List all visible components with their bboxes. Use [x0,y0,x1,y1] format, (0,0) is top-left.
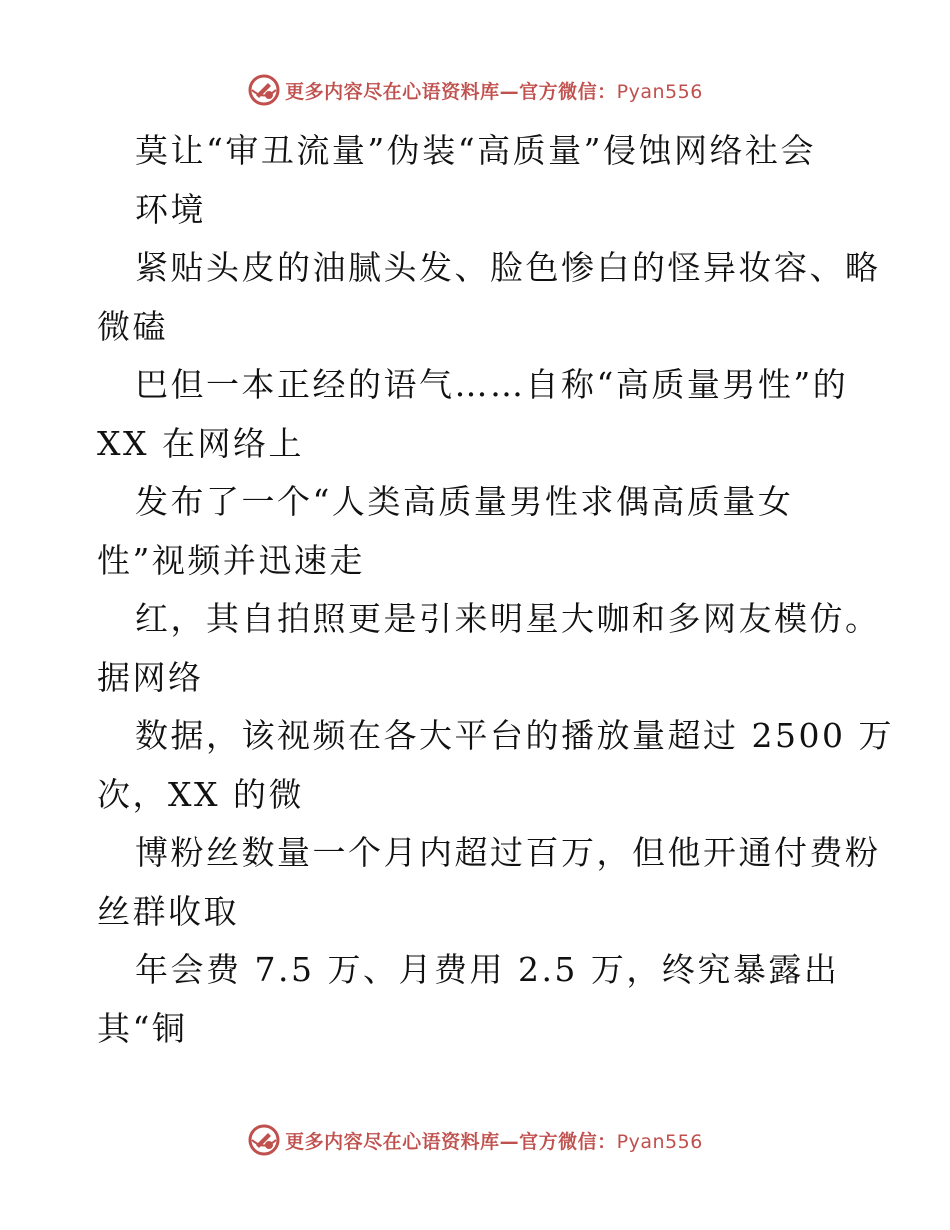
watermark-text [285,1127,703,1154]
body-line: 莫让“审丑流量”伪装“高质量”侵蚀网络社会 [135,131,816,170]
watermark-wechat-id: Pyan556 [616,1130,703,1153]
body-line: 次，XX 的微 [97,774,304,814]
watermark-label: 更多内容尽在心语资料库—官方微信： [285,80,617,103]
body-line: 发布了一个“人类高质量男性求偶高质量女 [135,482,794,521]
watermark-text [285,77,703,104]
red-star-seal-icon [247,1123,281,1157]
watermark-label: 更多内容尽在心语资料库—官方微信： [285,1130,617,1153]
header-watermark [0,70,950,110]
body-line: 紧贴头皮的油腻头发、脸色惨白的怪异妆容、略 [135,248,881,287]
body-line: 博粉丝数量一个月内超过百万，但他开通付费粉 [135,833,881,872]
body-line: 红，其自拍照更是引来明星大咖和多网友模仿。 [135,599,881,638]
body-line: 微磕 [97,306,168,346]
footer-watermark [0,1120,950,1160]
body-line: XX 在网络上 [97,423,304,463]
body-line: 据网络 [97,657,204,697]
body-line: 巴但一本正经的语气……自称“高质量男性”的 [135,365,849,404]
watermark-wechat-id: Pyan556 [616,80,703,103]
body-line: 性”视频并迅速走 [97,540,365,580]
body-line: 其“铜 [97,1008,188,1048]
body-line: 年会费 7.5 万、月费用 2.5 万，终究暴露出 [135,950,840,989]
body-line: 数据，该视频在各大平台的播放量超过 2500 万 [135,716,894,755]
body-line: 丝群收取 [97,891,239,931]
red-star-seal-icon [247,73,281,107]
body-line: 环境 [135,189,206,229]
document-body [97,122,894,1058]
